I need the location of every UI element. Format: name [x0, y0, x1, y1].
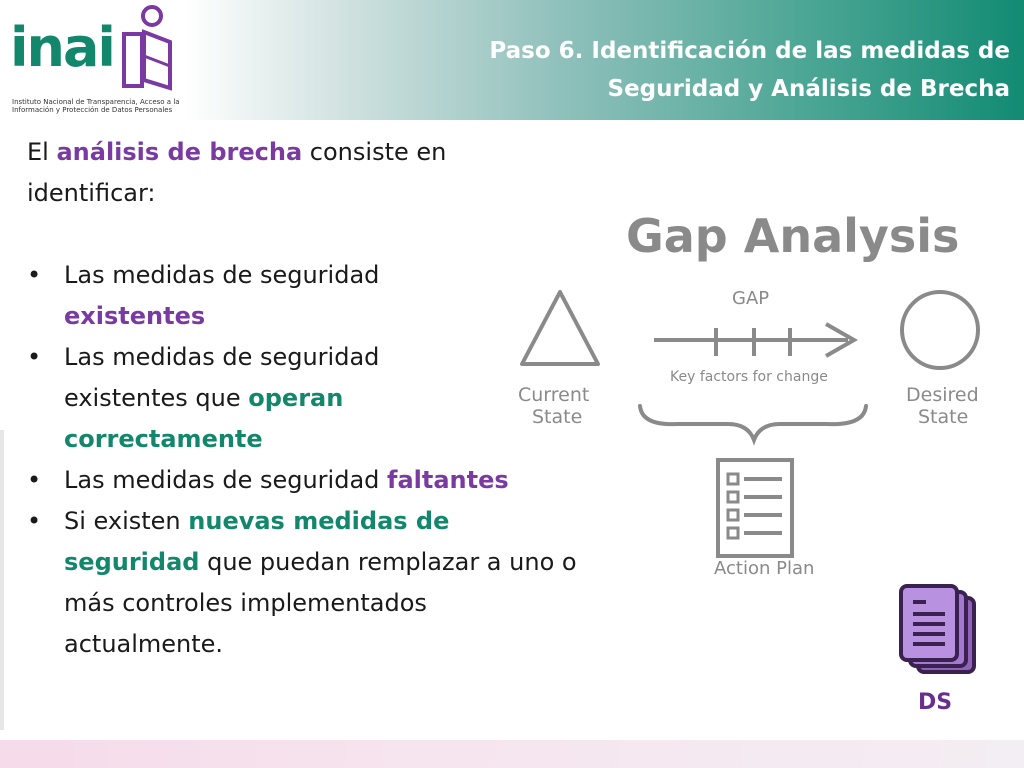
bullet-highlight: operan correctamente	[64, 384, 344, 453]
gap-label: GAP	[732, 288, 770, 309]
intro-suffix: consiste en identificar:	[27, 138, 447, 207]
inai-logo	[10, 4, 200, 116]
current-label-line1: Current	[518, 384, 590, 406]
bullet-dot: •	[27, 507, 42, 535]
factors-label: Key factors for change	[670, 369, 828, 385]
bullet-item	[27, 501, 584, 665]
slide-title: Paso 6. Identificación de las medidas de Seguridad y Análisis de Brecha	[489, 38, 1010, 102]
brace-icon	[640, 406, 866, 440]
action-plan-label: Action Plan	[714, 558, 815, 579]
diagram-title: Gap Analysis	[626, 209, 960, 263]
desired-state-circle-icon	[902, 292, 978, 368]
bullet-highlight: nuevas medidas de seguridad	[64, 507, 450, 576]
intro-prefix: El	[27, 138, 57, 166]
header-bar	[0, 0, 1024, 120]
desired-label-line2: State	[918, 406, 969, 428]
logo-wordmark: inai	[10, 16, 114, 79]
documents-icon	[896, 584, 982, 680]
main-content	[27, 132, 590, 665]
bullet-text: Si existen	[64, 507, 189, 535]
bullet-text-tail: que puedan remplazar a uno o más controles implementados actualmente.	[64, 548, 577, 658]
intro-highlight: análisis de brecha	[56, 138, 303, 166]
bullet-highlight: existentes	[64, 302, 206, 330]
checklist-icon	[718, 460, 792, 556]
bullet-text: Las medidas de seguridad	[64, 261, 380, 289]
intro-text	[27, 132, 497, 214]
gap-analysis-diagram	[508, 188, 988, 588]
bullet-item	[27, 255, 464, 337]
bullet-text: Las medidas de seguridad existentes que	[64, 343, 380, 412]
bullet-dot: •	[27, 466, 42, 494]
ds-label: DS	[918, 690, 953, 715]
bullet-item	[27, 337, 464, 460]
bullet-list	[27, 255, 590, 665]
current-label-line2: State	[532, 406, 583, 428]
bullet-dot: •	[27, 261, 42, 289]
footer-bar	[0, 740, 1024, 768]
bullet-highlight: faltantes	[387, 466, 509, 494]
bullet-dot: •	[27, 343, 42, 371]
desired-label-line1: Desired	[906, 384, 979, 406]
book-person-icon	[118, 4, 182, 94]
logo-caption: Instituto Nacional de Transparencia, Acceso a la Información y Protección de Datos Personales	[12, 98, 180, 114]
left-edge-shadow	[0, 430, 4, 730]
current-state-triangle-icon	[522, 292, 598, 364]
bullet-text: Las medidas de seguridad	[64, 466, 388, 494]
